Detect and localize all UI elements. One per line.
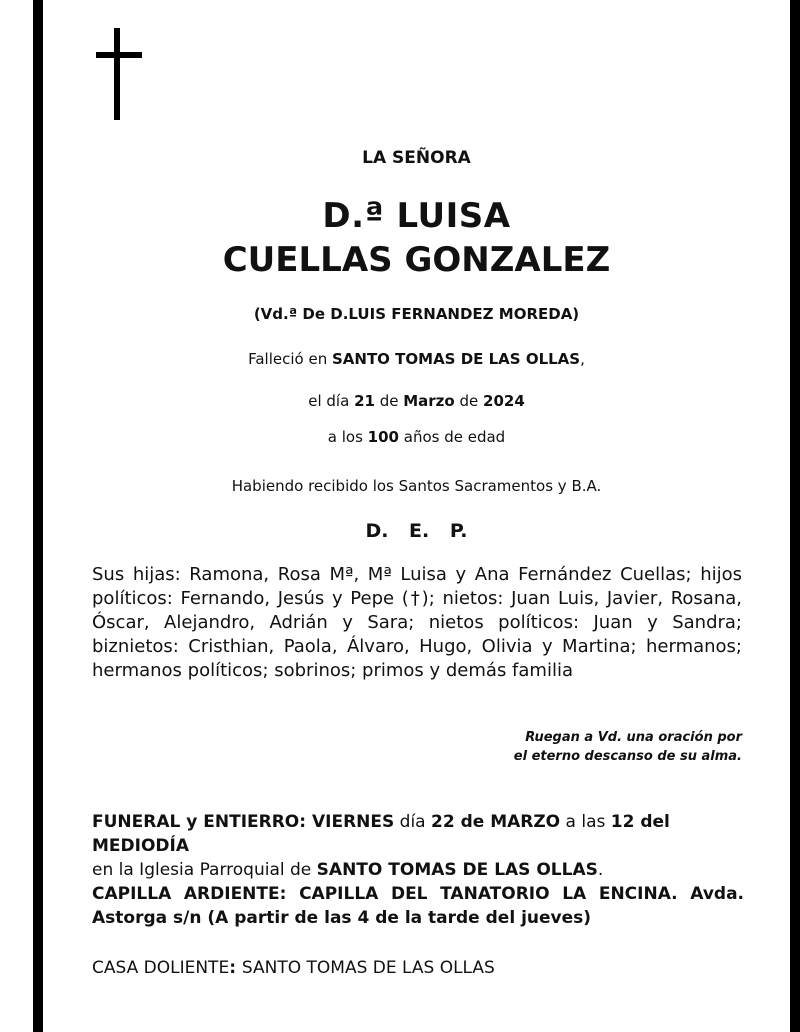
family-list: Sus hijas: Ramona, Rosa Mª, Mª Luisa y Ana Fernández Cuellas; hijos políticos: Fernando, Jesús y Pepe (†); nietos: Juan Luis, Javier, Rosana, Óscar, Alejandro, Adrián y Sara; nietos políticos: Juan y Sandra; biznietos: Cristhian, Paola, Álvaro, Hugo, Olivia y Martina; hermanos; hermanos políticos; sobrinos; primos y demás familia [92,564,742,681]
capilla-label: CAPILLA ARDIENTE [92,884,280,904]
casa-doliente-info: CASA DOLIENTE: SANTO TOMAS DE LAS OLLAS [92,958,495,978]
right-border [790,0,800,1032]
casa-label: CASA DOLIENTE [92,958,230,978]
prayer-request: Ruegan a Vd. una oración por el eterno descanso de su alma. [513,730,742,764]
casa-place: SANTO TOMAS DE LAS OLLAS [241,958,495,978]
death-place-line: Falleció en SANTO TOMAS DE LAS OLLAS, [248,350,585,368]
death-place: SANTO TOMAS DE LAS OLLAS [331,350,581,368]
deceased-name-first: D.ª LUISA [322,196,511,236]
death-day: 21 [354,392,375,410]
deceased-name-surnames: CUELLAS GONZALEZ [222,240,611,280]
death-year: 2024 [483,392,525,410]
dep-initials: D. E. P. [365,520,468,542]
age-line: a los 100 años de edad [327,428,506,446]
cross-icon [96,28,144,120]
heading-senora: LA SEÑORA [362,148,471,168]
widow-of: (Vd.ª De D.LUIS FERNANDEZ MOREDA) [253,305,580,323]
capilla-ardiente-info: CAPILLA ARDIENTE: CAPILLA DEL TANATORIO LA ENCINA. Avda. Astorga s/n (A partir de las 4 de la tarde del jueves) [92,884,745,928]
left-border [33,0,43,1032]
funeral-date: 22 de MARZO [431,812,561,832]
church-place: SANTO TOMAS DE LAS OLLAS [316,860,598,880]
funeral-info: FUNERAL y ENTIERRO: VIERNES día 22 de MARZO a las 12 del MEDIODÍA en la Iglesia Parroquial de SANTO TOMAS DE LAS OLLAS. [92,812,670,880]
sacraments-line: Habiendo recibido los Santos Sacramentos y B.A. [231,477,602,495]
funeral-time: 12 del MEDIODÍA [92,812,670,856]
capilla-text: CAPILLA DEL TANATORIO LA ENCINA. Avda. Astorga s/n (A partir de las 4 de la tarde del jueves) [92,884,745,928]
funeral-label: FUNERAL y ENTIERRO: VIERNES [92,812,395,832]
death-month: Marzo [403,392,455,410]
age-value: 100 [367,428,399,446]
death-date-line: el día 21 de Marzo de 2024 [308,392,525,410]
